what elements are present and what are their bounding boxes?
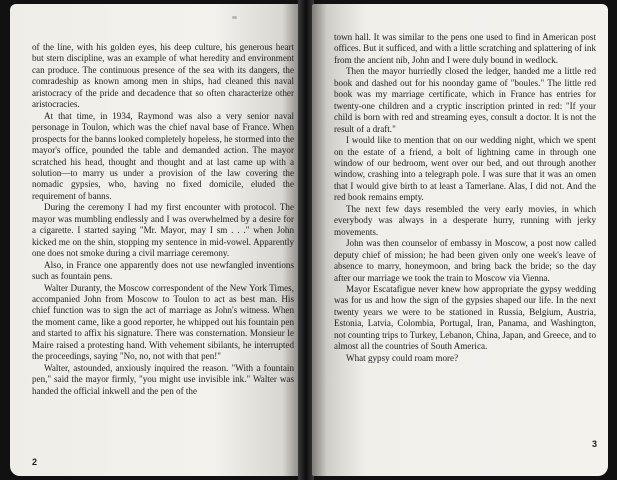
right-page-text (334, 32, 596, 364)
paragraph: John was then counselor of embassy in Moscow, a post now called deputy chief of mission; he had been given only one week's leave of absence to marry, honeymoon, and bring back the bride; so the day after our marriage we took the train to Moscow via Vienna. (334, 238, 596, 283)
paragraph: What gypsy could roam more? (346, 352, 459, 363)
page-number: 2 (32, 457, 38, 467)
paragraph: of the line, with his golden eyes, his deep culture, his generous heart but stern discipline, was an example of what heredity and environment can produce. The continuous presence of the sea with its dangers, the comradeship as known among men in ships, had cleaned this naval aristocracy of the pride and decadence that so often characterize other aristocracies. (32, 42, 294, 110)
paragraph: During the ceremony I had my first encounter with protocol. The mayor was mumbling endlessly and I was overwhelmed by a desire for a cigarette. I started saying "Mr. Mayor, may I sm . . ." when John kicked me on the shin, stopping my sentence in mid-vowel. Apparently one does not smoke during a civil marriage ceremony. (32, 202, 294, 259)
paragraph: At that time, in 1934, Raymond was also a very senior naval personage in Toulon, which was the chief naval base of France. When prospects for the banns looked completely hopeless, he stormed into the mayor's office, pounded the table and demanded action. The mayor scratched his head, thought and thought and at last came up with a solution—to marry us under a provision of the law covering the nomadic gypsies, who, having no fixed domicile, eluded the requirement of banns. (32, 110, 294, 201)
paragraph: Then the mayor hurriedly closed the ledger, handed me a little red book and dashed out for his noonday game of "boules." The little red book was my marriage certificate, which in France has entries for twenty-one children and a cryptic inscription printed in red: "If your child is born with red and streaming eyes, consult a doctor. It is not the result of a draft." (334, 66, 596, 134)
left-page (10, 4, 300, 476)
paragraph: Also, in France one apparently does not use newfangled inventions such as fountain pens. (32, 259, 294, 282)
paragraph: The next few days resembled the very early movies, in which everybody was always in a desperate hurry, running with jerky movements. (334, 203, 596, 237)
page-number: 3 (592, 439, 598, 449)
paragraph: Walter Duranty, the Moscow correspondent of the New York Times, accompanied John from Moscow to Toulon to act as best man. His chief function was to sign the act of marriage as John's witness. When the moment came, like a good reporter, he whipped out his fountain pen and started to affix his signature. There was consternation. Monsieur le Maire raised a protesting hand. With vehement sibilants, he interrupted the proceedings, saying "No, no, not with that pen!" (32, 282, 294, 362)
paragraph: I would like to mention that on our wedding night, which we spent on the estate of a friend, a bolt of lightning came in through one window of our bedroom, went over our bed, and out through another window, crashing into a telegraph pole. I was sure that it was an omen that I would give birth to at least a Tamerlane. Alas, I did not. And the red book remains empty. (334, 135, 596, 203)
paragraph: town hall. It was similar to the pens one used to find in American post offices. But it sufficed, and with a little scratching and splattering of ink from the ancient nib, John and I were duly bound in wedlock. (334, 32, 596, 65)
left-page-text (32, 42, 294, 397)
right-page (312, 4, 608, 476)
paper-speck (232, 16, 237, 19)
paragraph: Walter, astounded, anxiously inquired the reason. "With a fountain pen," said the mayor firmly, "you might use invisible ink." Walter was handed the official inkwell and the pen of the (32, 362, 294, 396)
paragraph: Mayor Escatafigue never knew how appropriate the gypsy wedding was for us and how the sign of the gypsies shaped our life. In the next twenty years we were to be stationed in Russia, Belgium, Austria, Estonia, Latvia, Colombia, Portugal, Iran, Panama, and Washington, not counting trips to Turkey, Lebanon, China, Japan, and Greece, and to almost all the countries of South America. (334, 283, 596, 352)
